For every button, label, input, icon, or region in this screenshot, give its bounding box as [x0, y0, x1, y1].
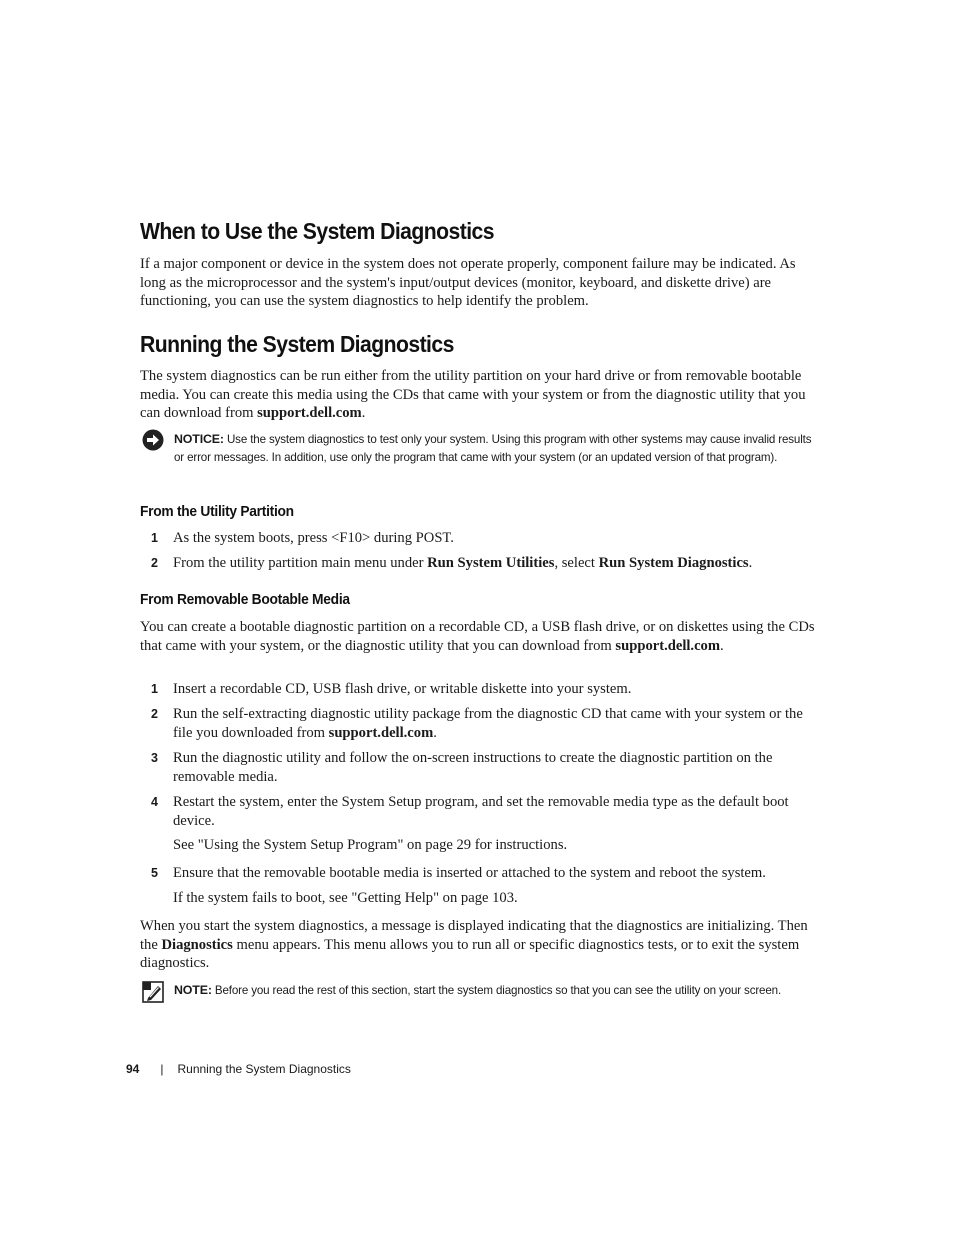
heading-when-to-use: When to Use the System Diagnostics: [140, 218, 494, 244]
note-label: NOTE:: [174, 983, 212, 997]
heading-running-diagnostics: Running the System Diagnostics: [140, 331, 454, 357]
list-item-subtext: If the system fails to boot, see "Getting Help" on page 103.: [173, 890, 518, 906]
notice-text: NOTICE: Use the system diagnostics to test only your system. Using this program with other systems may cause invalid results or error messages. In addition, use only the program that came with your system (or an updated version of that program).: [174, 432, 812, 464]
paragraph-when-to-use: If a major component or device in the system does not operate properly, component failure may be indicated. As long as the microprocessor and the system's input/output devices (monitor, keyboard, and diskette drive) are functioning, you can use the system diagnostics to help identify the problem.: [140, 256, 796, 310]
paragraph-removable-intro: You can create a bootable diagnostic partition on a recordable CD, a USB flash drive, or on diskettes using the CDs that came with your system, or the diagnostic utility that you can download from support.dell.com.: [140, 619, 815, 654]
link-support-dell: support.dell.com: [615, 637, 721, 654]
notice-arrow-icon: [142, 429, 164, 451]
pencil-note-icon: [142, 981, 164, 1003]
heading-removable-media: From Removable Bootable Media: [140, 591, 350, 608]
link-support-dell: support.dell.com: [328, 724, 434, 741]
paragraph-closing: When you start the system diagnostics, a message is displayed indicating that the diagnostics are initializing. Then the Diagnostics menu appears. This menu allows you to run all or specific diagnostics tests, or to exit the system diagnostics.: [140, 918, 808, 972]
page-footer: [126, 1062, 351, 1076]
note-text: NOTE: Before you read the rest of this section, start the system diagnostics so that you can see the utility on your screen.: [174, 983, 782, 997]
notice-label: NOTICE:: [174, 432, 224, 446]
page-number: 94: [126, 1062, 140, 1076]
list-item-subtext: See "Using the System Setup Program" on page 29 for instructions.: [173, 837, 568, 853]
heading-utility-partition: From the Utility Partition: [140, 503, 294, 520]
link-support-dell: support.dell.com: [257, 405, 362, 422]
footer-chapter-title: Running the System Diagnostics: [177, 1062, 351, 1076]
paragraph-running-diagnostics: The system diagnostics can be run either from the utility partition on your hard drive or from removable bootable media. You can create this media using the CDs that came with your system or from the diagnostic utility that you can download from support.dell.com.: [140, 368, 806, 422]
footer-separator: |: [160, 1062, 164, 1076]
